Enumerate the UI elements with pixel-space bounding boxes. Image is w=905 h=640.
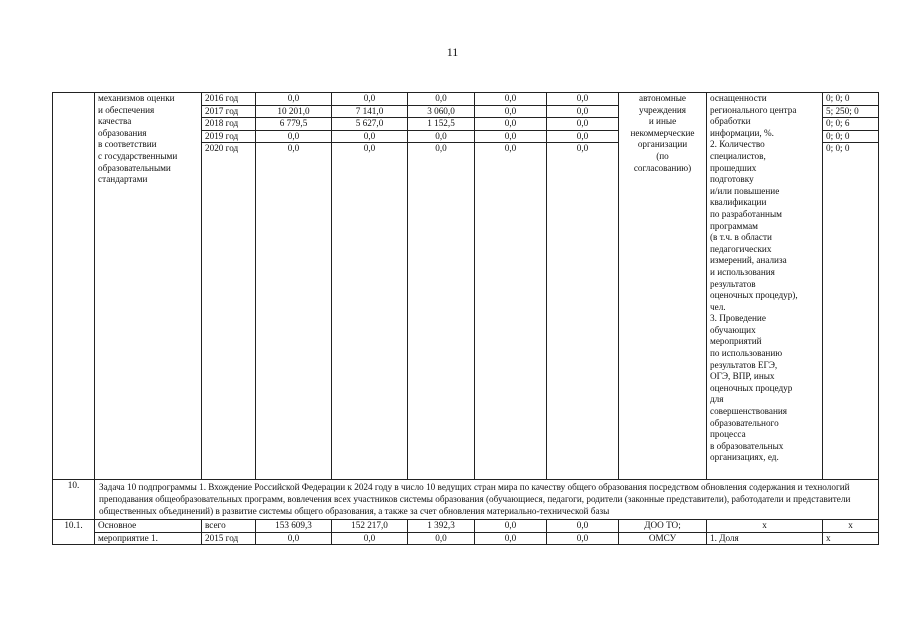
- total-cell: 0,0: [256, 130, 332, 143]
- row-number-cell: 10.1.: [53, 520, 95, 545]
- measure-name: мероприятие 1.: [95, 532, 202, 545]
- total-cell: 153 609,3: [256, 520, 332, 533]
- indicator-value-cell: 0; 0; 0: [823, 93, 879, 106]
- total-cell: 0,0: [256, 532, 332, 545]
- other-cell: 0,0: [547, 143, 619, 480]
- measure-description: механизмов оценки и обеспечения качества образования в соответствии с государственными образовательными стандартами: [95, 93, 202, 480]
- indicators-cell: оснащенности регионального центра обработки информации, %. 2. Количество специалистов, прошедших подготовку и/или повышение квалификации по разработанным программам (в т.ч. в области педагогических измерений, анализа и использования результатов оценочных процедур), чел. 3. Проведение обучающих мероприятий по использованию результатов ЕГЭ, ОГЭ, ВПР, иных оценочных процедур для совершенствования образовательного процесса в образовательных организациях, ед.: [707, 93, 823, 480]
- year-cell: 2019 год: [202, 130, 256, 143]
- executor-cell: ОМСУ: [619, 532, 707, 545]
- federal-cell: 0,0: [332, 532, 408, 545]
- federal-cell: 152 217,0: [332, 520, 408, 533]
- indicator-value-cell: 5; 250; 0: [823, 105, 879, 118]
- task-row: [53, 480, 879, 520]
- indicator-value-cell: 0; 0; 6: [823, 118, 879, 131]
- table-row: [53, 93, 879, 106]
- other-cell: 0,0: [547, 520, 619, 533]
- federal-cell: 0,0: [332, 130, 408, 143]
- row-number-cell: [53, 93, 95, 480]
- table-row: [53, 532, 879, 545]
- executor-cell: автономные учреждения и иные некоммерческие организации (по согласованию): [619, 93, 707, 480]
- executor-cell: ДОО ТО;: [619, 520, 707, 533]
- regional-cell: 1 392,3: [408, 520, 475, 533]
- federal-cell: 0,0: [332, 93, 408, 106]
- task-number: 10.: [53, 480, 95, 520]
- local-cell: 0,0: [475, 118, 547, 131]
- regional-cell: 0,0: [408, 143, 475, 480]
- local-cell: 0,0: [475, 520, 547, 533]
- year-cell: 2016 год: [202, 93, 256, 106]
- program-table: [52, 92, 879, 545]
- total-cell: 0,0: [256, 93, 332, 106]
- federal-cell: 7 141,0: [332, 105, 408, 118]
- federal-cell: 5 627,0: [332, 118, 408, 131]
- regional-cell: 0,0: [408, 93, 475, 106]
- measure-name: Основное: [95, 520, 202, 533]
- regional-cell: 3 060,0: [408, 105, 475, 118]
- total-cell: 10 201,0: [256, 105, 332, 118]
- indicators-cell: х: [707, 520, 823, 533]
- other-cell: 0,0: [547, 93, 619, 106]
- indicator-value-cell: х: [823, 532, 879, 545]
- total-cell: 6 779,5: [256, 118, 332, 131]
- year-cell: всего: [202, 520, 256, 533]
- local-cell: 0,0: [475, 105, 547, 118]
- page-number: 11: [446, 45, 459, 59]
- indicator-value-cell: 0; 0; 0: [823, 130, 879, 143]
- other-cell: 0,0: [547, 105, 619, 118]
- indicator-value-cell: 0; 0; 0: [823, 143, 879, 480]
- local-cell: 0,0: [475, 93, 547, 106]
- year-cell: 2017 год: [202, 105, 256, 118]
- other-cell: 0,0: [547, 130, 619, 143]
- local-cell: 0,0: [475, 532, 547, 545]
- regional-cell: 0,0: [408, 130, 475, 143]
- local-cell: 0,0: [475, 130, 547, 143]
- local-cell: 0,0: [475, 143, 547, 480]
- regional-cell: 1 152,5: [408, 118, 475, 131]
- federal-cell: 0,0: [332, 143, 408, 480]
- total-cell: 0,0: [256, 143, 332, 480]
- table-row: [53, 520, 879, 533]
- regional-cell: 0,0: [408, 532, 475, 545]
- indicator-value-cell: х: [823, 520, 879, 533]
- task-text: Задача 10 подпрограммы 1. Вхождение Российской Федерации к 2024 году в число 10 ведущих стран мира по качеству общего образования посредством обновления содержания и технологий преподавания общеобразовательных программ, вовлечения всех участников системы образования (обучающиеся, педагоги, родители (законные представители), работодатели и представители общественных объединений) в развитие системы общего образования, а также за счет обновления материально-технической базы: [95, 480, 879, 520]
- year-cell: 2020 год: [202, 143, 256, 480]
- indicators-cell: 1. Доля: [707, 532, 823, 545]
- other-cell: 0,0: [547, 118, 619, 131]
- year-cell: 2015 год: [202, 532, 256, 545]
- year-cell: 2018 год: [202, 118, 256, 131]
- other-cell: 0,0: [547, 532, 619, 545]
